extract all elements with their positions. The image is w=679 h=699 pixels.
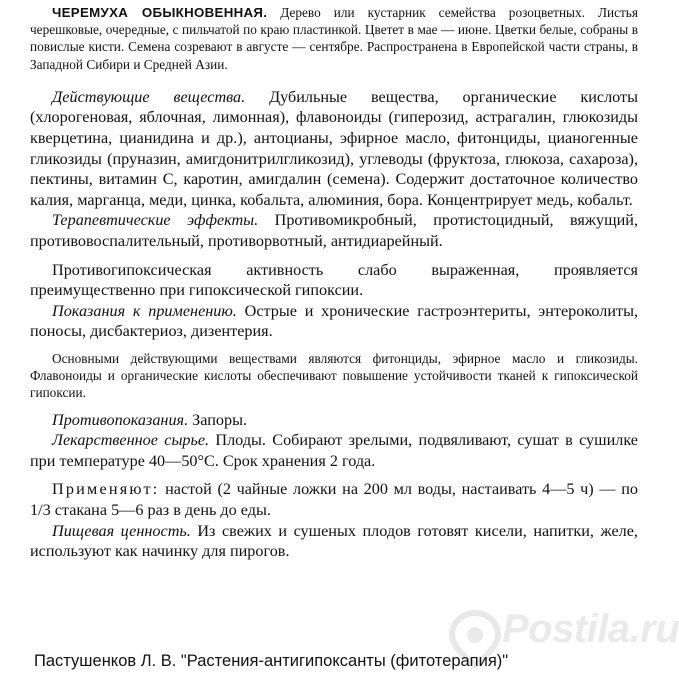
contraindications-text: Запоры.: [188, 410, 248, 429]
contraindications-label: Противопоказания.: [52, 410, 189, 429]
therapy-label: Терапевтические эффекты.: [52, 211, 259, 230]
intro-paragraph: [30, 4, 638, 73]
food-value-paragraph: [30, 521, 638, 562]
antihypoxic-paragraph: Противогипоксическая активность слабо выраженная, проявляется преимущественно при гипоксической гипоксии.: [30, 260, 638, 300]
watermark-text: Postila.ru: [502, 607, 679, 651]
usage-label: Применяют:: [52, 480, 160, 499]
indications-paragraph: [30, 301, 638, 342]
raw-material-label: Лекарственное сырье.: [52, 431, 210, 450]
source-citation: Пастушенков Л. В. "Растения-антигипоксанты (фитотерапия)": [34, 652, 509, 670]
food-value-label: Пищевая ценность.: [52, 521, 191, 540]
therapy-text: Противомикробный, протистоцидный, вяжущий, противовоспалительный, противорвотный, антидиарейный.: [30, 211, 638, 250]
raw-material-text: Плоды. Собирают зрелыми, подвяливают, сушат в сушилке при температуре 40—50°С. Срок хранения 2 года.: [30, 431, 638, 470]
food-value-text: Из свежих и сушеных плодов готовят кисели, напитки, желе, используют как начинку для пирогов.: [30, 521, 638, 561]
indications-label: Показания к применению.: [52, 301, 237, 320]
active-substances-paragraph: [30, 87, 638, 211]
plant-title: ЧЕРЕМУХА ОБЫКНОВЕННАЯ.: [52, 5, 268, 20]
raw-material-paragraph: [30, 430, 638, 471]
postila-watermark: [440, 605, 679, 689]
intro-text: Дерево или кустарник семейства розоцветных. Листья черешковые, очередные, с пильчатой по краю пластинкой. Цветет в мае — июне. Цветки белые, собраны в повислые кисти. Семена созревают в августе — сентябре. Распространена в Европейской части страны, в Западной Сибири и Средней Азии.: [30, 5, 638, 72]
therapy-paragraph: [30, 210, 638, 251]
contraindications-paragraph: [30, 410, 638, 431]
active-substances-text: Дубильные вещества, органические кислоты (хлорогеновая, яблочная, лимонная), флавоноиды (гиперозид, астрагалин, глюкозиды кверцетина, цианидина и др.), антоцианы, эфирное масло, фитонциды, цианогенные гликозиды (пруназин, амигдонитрилгликозид), углеводы (фруктоза, глюкоза, сахароза), пектины, витамин С, каротин, амигдалин (семена). Содержит достаточное количество калия, марганца, меди, цинка, кобальта, алюминия, бора. Концентрирует медь, кобальт.: [30, 87, 638, 209]
note-paragraph: Основными действующими веществами являются фитонциды, эфирное масло и гликозиды. Флавоноиды и органические кислоты обеспечивают повышение устойчивости тканей к гипоксической гипоксии.: [30, 350, 638, 401]
active-substances-label: Действующие вещества.: [52, 87, 246, 106]
usage-paragraph: [30, 479, 638, 520]
indications-text: Острые и хронические гастроэнтериты, энтероколиты, поносы, дисбактериоз, дизентерия.: [30, 301, 638, 341]
usage-text: настой (2 чайные ложки на 200 мл воды, настаивать 4—5 ч) — по 1/3 стакана 5—6 раз в день до еды.: [30, 480, 638, 519]
